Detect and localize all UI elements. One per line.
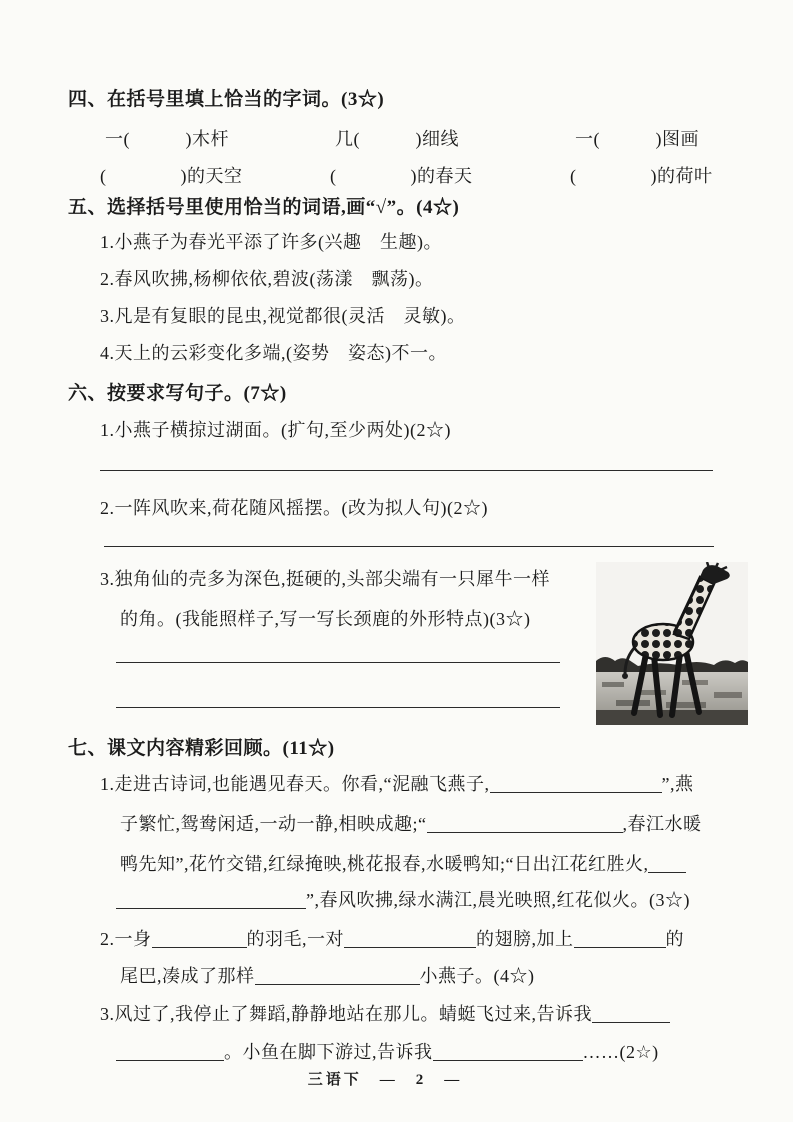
section-6-heading: 六、按要求写句子。(7☆)	[68, 383, 287, 404]
recall-question-3-line2	[116, 1038, 659, 1064]
choice-item-3: 3.凡是有复眼的昆虫,视觉都很(灵活 灵敏)。	[100, 306, 466, 326]
text-run: 1.走进古诗词,也能遇见春天。你看,“泥融飞燕子,	[100, 774, 490, 794]
recall-question-2-line2	[120, 962, 535, 988]
text-run: 的翅膀,加上	[476, 929, 574, 949]
recall-question-3-line1	[100, 1000, 670, 1026]
text-run: ”,燕	[661, 774, 694, 794]
choice-item-1: 1.小燕子为春光平添了许多(兴趣 生趣)。	[100, 232, 442, 252]
fill-blank	[255, 969, 420, 985]
text-run: 2.一身	[100, 929, 152, 949]
fill-blank	[648, 857, 686, 873]
text-run: 3.风过了,我停止了舞蹈,静静地站在那儿。蜻蜓飞过来,告诉我	[100, 1004, 592, 1024]
fill-blank	[427, 817, 623, 833]
fill-word-item: ( )的天空	[100, 166, 243, 186]
text-run: 。小鱼在脚下游过,告诉我	[224, 1042, 433, 1062]
fill-blank	[433, 1045, 583, 1061]
fill-blank	[116, 1045, 224, 1061]
text-run: 鸭先知”,花竹交错,红绿掩映,桃花报春,水暖鸭知;“日出江花红胜火,	[120, 854, 649, 874]
fill-blank	[490, 777, 662, 793]
text-run: ,春江水暖	[622, 814, 702, 834]
answer-line	[116, 707, 560, 708]
recall-question-1-line4	[116, 886, 690, 912]
fill-blank	[574, 932, 666, 948]
section-4-heading: 四、在括号里填上恰当的字词。(3☆)	[68, 89, 385, 110]
page-footer: 三语下 — 2 —	[307, 1072, 463, 1088]
section-7-heading: 七、课文内容精彩回顾。(11☆)	[68, 738, 335, 759]
answer-line	[116, 662, 560, 663]
fill-blank	[344, 932, 476, 948]
choice-item-2: 2.春风吹拂,杨柳依依,碧波(荡漾 飘荡)。	[100, 269, 434, 289]
sentence-question-1: 1.小燕子横掠过湖面。(扩句,至少两处)(2☆)	[100, 420, 451, 440]
fill-word-item: ( )的荷叶	[570, 166, 713, 186]
text-run: 子繁忙,鸳鸯闲适,一动一静,相映成趣;“	[120, 814, 427, 834]
recall-question-1-line1	[100, 770, 694, 796]
fill-blank	[116, 893, 306, 909]
answer-line	[104, 546, 714, 547]
text-run: 的	[665, 929, 684, 949]
text-run: 的羽毛,一对	[246, 929, 344, 949]
fill-blank	[152, 932, 247, 948]
section-5-heading: 五、选择括号里使用恰当的词语,画“√”。(4☆)	[68, 197, 460, 218]
fill-word-item: 一( )木杆	[105, 129, 229, 149]
text-run: ”,春风吹拂,绿水满江,晨光映照,红花似火。(3☆)	[306, 890, 690, 910]
sentence-question-2: 2.一阵风吹来,荷花随风摇摆。(改为拟人句)(2☆)	[100, 498, 488, 518]
fill-word-item: 几( )细线	[335, 129, 459, 149]
text-run: 小燕子。(4☆)	[419, 966, 535, 986]
giraffe-image	[596, 562, 748, 725]
fill-word-item: ( )的春天	[330, 166, 473, 186]
recall-question-2-line1	[100, 925, 684, 951]
fill-word-item: 一( )图画	[575, 129, 699, 149]
fill-blank	[592, 1007, 670, 1023]
text-run: 尾巴,凑成了那样	[120, 966, 255, 986]
recall-question-1-line3	[120, 850, 686, 876]
answer-line	[100, 470, 713, 471]
text-run: ……(2☆)	[582, 1042, 659, 1062]
sentence-question-3-line2: 的角。(我能照样子,写一写长颈鹿的外形特点)(3☆)	[120, 609, 531, 629]
recall-question-1-line2	[120, 810, 702, 836]
choice-item-4: 4.天上的云彩变化多端,(姿势 姿态)不一。	[100, 343, 447, 363]
sentence-question-3-line1: 3.独角仙的壳多为深色,挺硬的,头部尖端有一只犀牛一样	[100, 569, 550, 589]
